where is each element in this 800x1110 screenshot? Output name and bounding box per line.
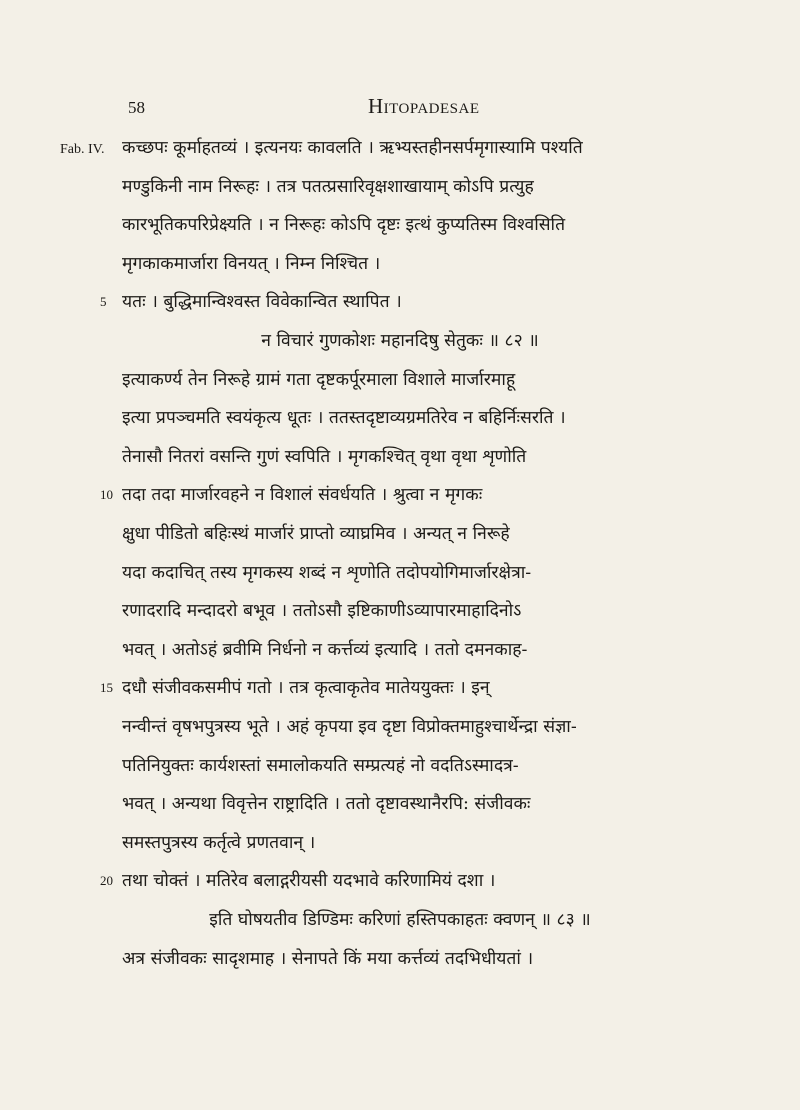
text-line: इति घोषयतीव डिण्डिमः करिणां हस्तिपकाहतः क्वणन् ॥ ८३ ॥	[209, 910, 591, 930]
text-line: तदा तदा मार्जारवहने न विशालं संवर्धयति । श्रुत्वा न मृगकः	[122, 485, 483, 506]
text-line: मण्डुकिनी नाम निरूहः । तत्र पतत्प्रसारिवृक्षशाखायाम् कोऽपि प्रत्युह	[122, 176, 534, 197]
text-line: इत्या प्रपञ्चमति स्वयंकृत्य धूतः । ततस्तदृष्टाव्यग्रमतिरेव न बहिर्निःसरति ।	[122, 408, 566, 429]
page-number: 58	[128, 98, 145, 117]
text-line: कच्छपः कूर्माहतव्यं । इत्यनयः कावलति । ऋभ्यस्तहीनसर्पमृगास्यामि पश्यति	[122, 138, 583, 158]
text-line: दधौ संजीवकसमीपं गतो । तत्र कृत्वाकृतेव मातेययुक्तः । इन्	[122, 678, 490, 699]
line-number: 10	[100, 487, 113, 503]
text-line: न विचारं गुणकोशः महानदिषु सेतुकः ॥ ८२ ॥	[261, 331, 539, 351]
text-line: मृगकाकमार्जारा विनयत् । निम्न निश्चित ।	[122, 253, 381, 274]
text-line: नन्वीन्तं वृषभपुत्रस्य भूते । अहं कृपया इव दृष्टा विप्रोक्तमाहुश्चार्थेन्द्रा संज्ञा-	[122, 717, 577, 737]
text-line: पतिनियुक्तः कार्यशस्तां समालोकयति सम्प्रत्यहं नो वदतिऽस्मादत्र-	[122, 755, 519, 776]
text-line: यतः । बुद्धिमान्विश्वस्त विवेकान्वित स्थापित ।	[122, 292, 402, 313]
running-head	[368, 94, 480, 119]
text-line: तथा चोक्तं । मतिरेव बलाद्गरीयसी यदभावे करिणामियं दशा ।	[122, 871, 496, 892]
text-line: समस्तपुत्रस्य कर्तृत्वे प्रणतवान् ।	[122, 832, 316, 853]
text-line: क्षुधा पीडितो बहिःस्थं मार्जारं प्राप्तो व्याघ्रमिव । अन्यत् न निरूहे	[122, 524, 510, 544]
text-line: कारभूतिकपरिप्रेक्ष्यति । न निरूहः कोऽपि दृष्टः इत्थं कुप्यतिस्म विश्वसिति	[122, 215, 566, 236]
fable-label: Fab. IV.	[60, 142, 105, 157]
text-line: भवत् । अन्यथा विवृत्तेन राष्ट्रादिति । ततो दृष्टावस्थानैरपि: संजीवकः	[122, 794, 531, 815]
text-line: तेनासौ नितरां वसन्ति गुणं स्वपिति । मृगकश्चित् वृथा वृथा शृणोति	[122, 446, 527, 467]
text-line: रणादरादि मन्दादरो बभूव । ततोऽसौ इष्टिकाणीऽव्यापारमाहादिनोऽ	[122, 601, 522, 622]
running-head-text: Hitopadesae	[368, 94, 480, 118]
line-number: 5	[100, 294, 107, 310]
line-number: 20	[100, 873, 113, 889]
text-line: इत्याकर्ण्य तेन निरूहे ग्रामं गता दृष्टकर्पूरमाला विशाले मार्जारमाहू	[122, 369, 516, 390]
text-line: यदा कदाचित् तस्य मृगकस्य शब्दं न शृणोति तदोपयोगिमार्जारक्षेत्रा-	[122, 562, 532, 583]
text-line: अत्र संजीवकः सादृशमाह । सेनापते किं मया कर्त्तव्यं तदभिधीयतां ।	[122, 948, 534, 969]
text-line: भवत् । अतोऽहं ब्रवीमि निर्धनो न कर्त्तव्यं इत्यादि । ततो दमनकाह-	[122, 639, 528, 660]
line-number: 15	[100, 680, 113, 696]
